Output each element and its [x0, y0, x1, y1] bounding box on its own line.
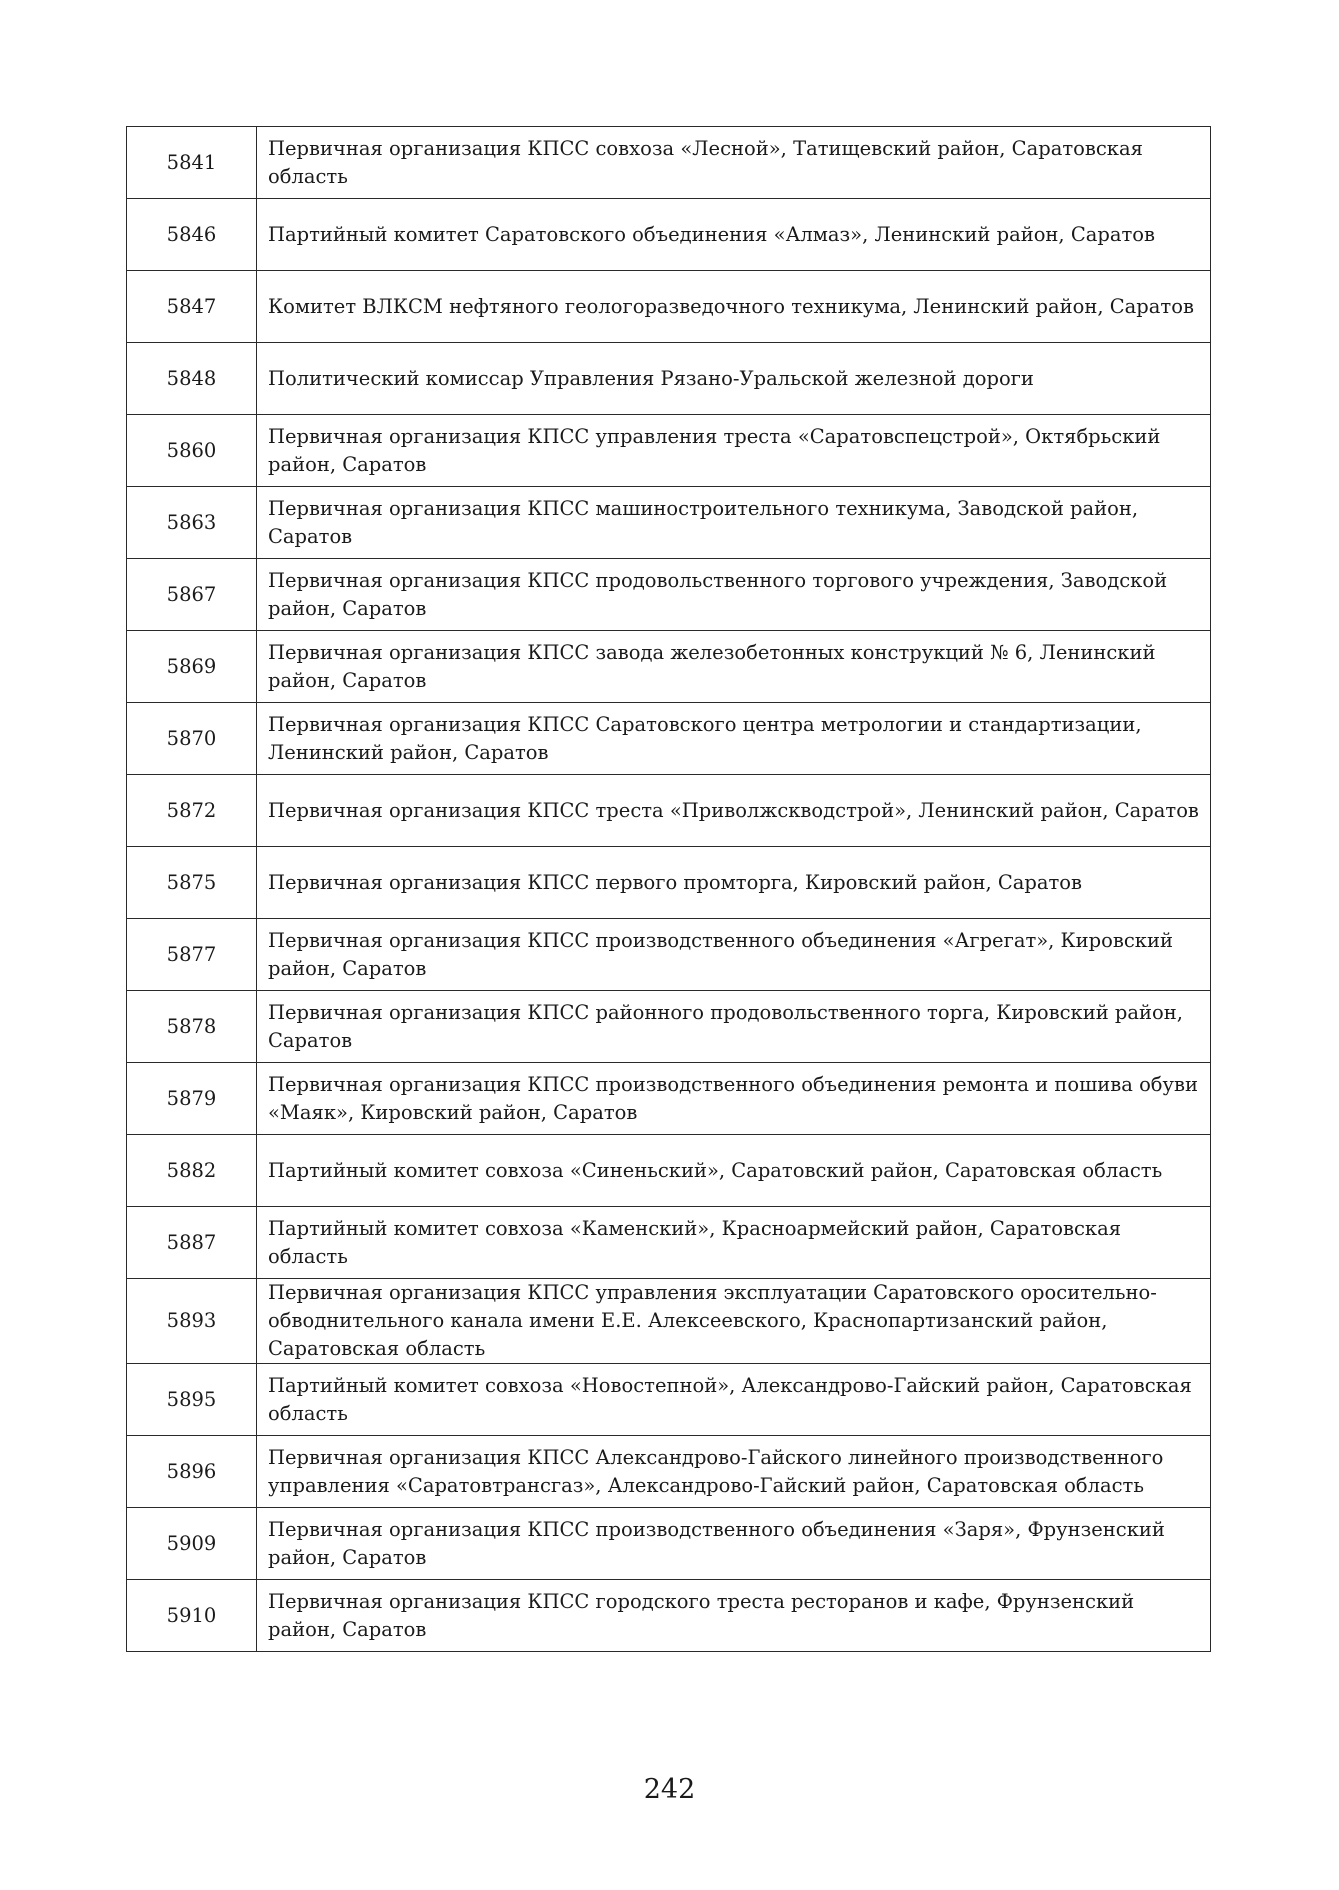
table-row: [127, 1207, 1211, 1279]
table-row: [127, 775, 1211, 847]
fund-number-cell: 5847: [127, 271, 257, 343]
fund-register-table: [126, 126, 1211, 1652]
fund-number-cell: 5879: [127, 1063, 257, 1135]
fund-number-cell: 5870: [127, 703, 257, 775]
table-row: [127, 847, 1211, 919]
table-row: [127, 415, 1211, 487]
fund-number-cell: 5895: [127, 1364, 257, 1436]
fund-number-cell: 5867: [127, 559, 257, 631]
fund-number-cell: 5910: [127, 1580, 257, 1652]
register-table-body: [127, 127, 1211, 1652]
fund-number-cell: 5882: [127, 1135, 257, 1207]
fund-description-cell: Первичная организация КПСС треста «Приволжскводстрой», Ленинский район, Саратов: [257, 775, 1211, 847]
table-row: [127, 1063, 1211, 1135]
fund-description-cell: Первичная организация КПСС машиностроительного техникума, Заводской район, Саратов: [257, 487, 1211, 559]
fund-description-cell: Первичная организация КПСС Александрово-Гайского линейного производственного управления «Саратовтрансгаз», Александрово-Гайский район, Саратовская область: [257, 1436, 1211, 1508]
fund-description-cell: Первичная организация КПСС производственного объединения «Заря», Фрунзенский район, Саратов: [257, 1508, 1211, 1580]
fund-description-cell: Первичная организация КПСС производственного объединения ремонта и пошива обуви «Маяк», Кировский район, Саратов: [257, 1063, 1211, 1135]
table-row: [127, 343, 1211, 415]
table-row: [127, 1508, 1211, 1580]
table-row: [127, 1135, 1211, 1207]
fund-number-cell: 5878: [127, 991, 257, 1063]
fund-description-cell: Первичная организация КПСС управления треста «Саратовспецстрой», Октябрьский район, Саратов: [257, 415, 1211, 487]
fund-description-cell: Первичная организация КПСС первого промторга, Кировский район, Саратов: [257, 847, 1211, 919]
fund-number-cell: 5848: [127, 343, 257, 415]
fund-description-cell: Первичная организация КПСС производственного объединения «Агрегат», Кировский район, Саратов: [257, 919, 1211, 991]
page-number: 242: [643, 1774, 696, 1805]
fund-description-cell: Первичная организация КПСС продовольственного торгового учреждения, Заводской район, Саратов: [257, 559, 1211, 631]
fund-description-cell: Первичная организация КПСС управления эксплуатации Саратовского оросительно-обводнительного канала имени Е.Е. Алексеевского, Краснопартизанский район, Саратовская область: [257, 1279, 1211, 1364]
table-row: [127, 271, 1211, 343]
table-row: [127, 1279, 1211, 1364]
table-row: [127, 1436, 1211, 1508]
fund-description-cell: Первичная организация КПСС Саратовского центра метрологии и стандартизации, Ленинский район, Саратов: [257, 703, 1211, 775]
table-row: [127, 991, 1211, 1063]
fund-number-cell: 5887: [127, 1207, 257, 1279]
fund-description-cell: Первичная организация КПСС районного продовольственного торга, Кировский район, Саратов: [257, 991, 1211, 1063]
table-row: [127, 487, 1211, 559]
fund-description-cell: Партийный комитет совхоза «Синеньский», Саратовский район, Саратовская область: [257, 1135, 1211, 1207]
fund-number-cell: 5869: [127, 631, 257, 703]
table-row: [127, 1364, 1211, 1436]
table-row: [127, 199, 1211, 271]
fund-description-cell: Политический комиссар Управления Рязано-Уральской железной дороги: [257, 343, 1211, 415]
table-row: [127, 631, 1211, 703]
fund-description-cell: Комитет ВЛКСМ нефтяного геологоразведочного техникума, Ленинский район, Саратов: [257, 271, 1211, 343]
fund-number-cell: 5872: [127, 775, 257, 847]
fund-description-cell: Первичная организация КПСС городского треста ресторанов и кафе, Фрунзенский район, Саратов: [257, 1580, 1211, 1652]
fund-description-cell: Первичная организация КПСС совхоза «Лесной», Татищевский район, Саратовская область: [257, 127, 1211, 199]
fund-description-cell: Партийный комитет Саратовского объединения «Алмаз», Ленинский район, Саратов: [257, 199, 1211, 271]
fund-number-cell: 5909: [127, 1508, 257, 1580]
table-row: [127, 127, 1211, 199]
fund-description-cell: Первичная организация КПСС завода железобетонных конструкций № 6, Ленинский район, Саратов: [257, 631, 1211, 703]
fund-number-cell: 5877: [127, 919, 257, 991]
fund-description-cell: Партийный комитет совхоза «Каменский», Красноармейский район, Саратовская область: [257, 1207, 1211, 1279]
table-row: [127, 559, 1211, 631]
fund-number-cell: 5875: [127, 847, 257, 919]
fund-number-cell: 5893: [127, 1279, 257, 1364]
fund-number-cell: 5860: [127, 415, 257, 487]
fund-number-cell: 5841: [127, 127, 257, 199]
table-row: [127, 1580, 1211, 1652]
fund-number-cell: 5863: [127, 487, 257, 559]
fund-description-cell: Партийный комитет совхоза «Новостепной», Александрово-Гайский район, Саратовская область: [257, 1364, 1211, 1436]
table-row: [127, 919, 1211, 991]
fund-number-cell: 5896: [127, 1436, 257, 1508]
table-row: [127, 703, 1211, 775]
fund-number-cell: 5846: [127, 199, 257, 271]
